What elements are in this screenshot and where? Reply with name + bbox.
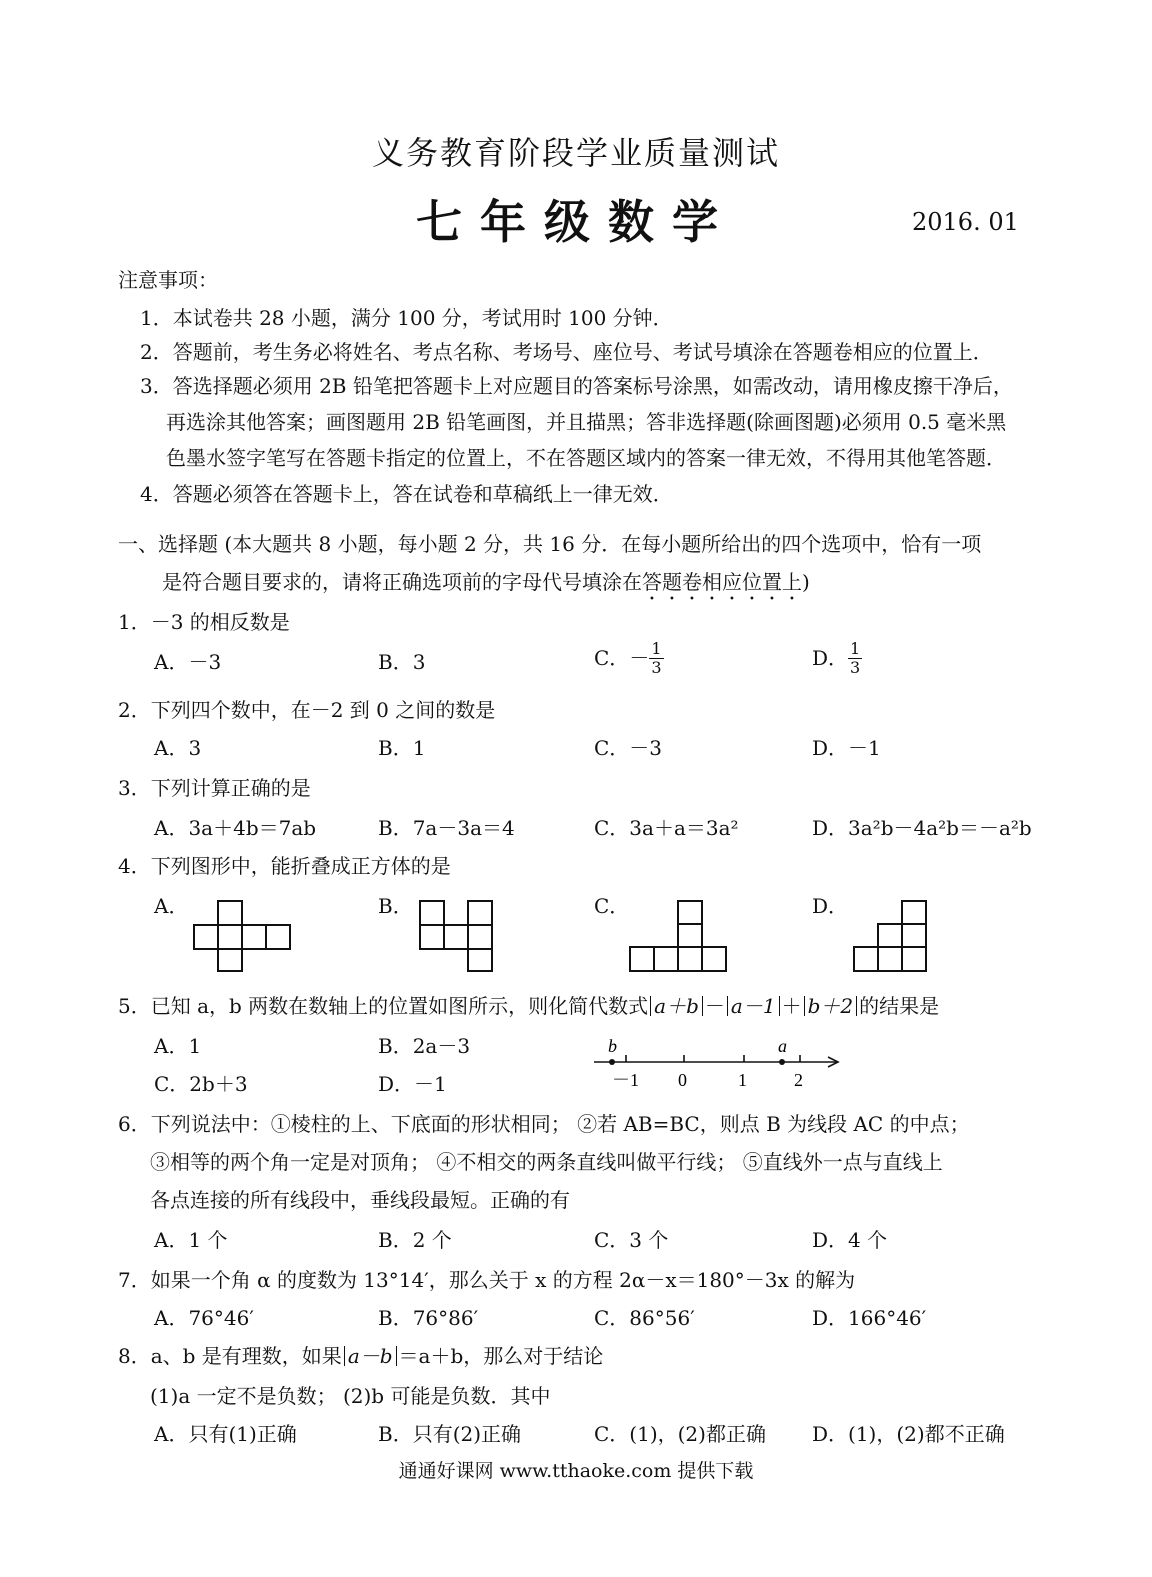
q3-option-d: D．3a²b－4a²b＝－a²b [812, 816, 1032, 840]
q1-option-c [594, 640, 664, 676]
q5-abs-1 [650, 996, 703, 1016]
q1-d-fraction [848, 640, 862, 676]
q6-stem-2: ③相等的两个角一定是对顶角； ④不相交的两条直线叫做平行线； ⑤直线外一点与直线上 [150, 1150, 943, 1174]
q5-plus: ＋ [781, 994, 802, 1018]
notice-item-1: 1．本试卷共 28 小题，满分 100 分，考试用时 100 分钟． [140, 306, 673, 330]
cube-net-d [852, 900, 928, 972]
q4-stem: 4．下列图形中，能折叠成正方体的是 [118, 854, 451, 878]
q1-d-num: 1 [850, 639, 861, 658]
notice-item-3-cont-2: 色墨水签字笔写在答题卡指定的位置上，不在答题区域内的答案一律无效，不得用其他笔答题． [166, 446, 1006, 470]
q8-option-b: B．只有(2)正确 [378, 1422, 522, 1446]
q1-c-fraction [649, 640, 663, 676]
q1-d-label: D． [812, 646, 849, 671]
exam-date: 2016. 01 [912, 208, 1019, 236]
q5-abs-3 [804, 996, 858, 1016]
q8-option-c: C．(1)，(2)都正确 [594, 1422, 766, 1446]
q5-abs-1-expr: a＋b [654, 994, 699, 1018]
point-a-label: a [778, 1036, 787, 1056]
q8-option-d: D．(1)，(2)都不正确 [812, 1422, 1005, 1446]
q8-option-a: A．只有(1)正确 [154, 1422, 297, 1446]
section-heading: 一、选择题 (本大题共 8 小题，每小题 2 分，共 16 分．在每小题所给出的四个选项中，恰有一项 [118, 532, 982, 556]
q8-abs [344, 1346, 397, 1366]
exam-title: 义务教育阶段学业质量测试 [371, 134, 780, 172]
q6-stem-1: 6．下列说法中：①棱柱的上、下底面的形状相同； ②若 AB=BC，则点 B 为线段 AC 的中点； [118, 1112, 970, 1136]
q1-option-d [812, 640, 862, 676]
notice-item-4: 4．答题必须答在答题卡上，答在试卷和草稿纸上一律无效． [140, 482, 673, 506]
q5-option-c: C．2b＋3 [154, 1072, 248, 1096]
q2-stem: 2．下列四个数中，在－2 到 0 之间的数是 [118, 698, 496, 722]
q5-stem-text: 5．已知 a，b 两数在数轴上的位置如图所示，则化简代数式 [118, 994, 649, 1018]
cube-net-c [628, 900, 728, 972]
q5-abs-2-expr: a－1 [730, 994, 776, 1018]
q4-option-d: D． [812, 894, 849, 918]
q7-stem: 7．如果一个角 α 的度数为 13°14′，那么关于 x 的方程 2α－x＝180°－3x 的解为 [118, 1268, 856, 1292]
point-a [779, 1059, 785, 1065]
q3-option-a: A．3a＋4b＝7ab [154, 816, 317, 840]
q1-option-b: B．3 [378, 650, 426, 674]
q6-option-d: D．4 个 [812, 1228, 888, 1252]
q1-d-den: 3 [850, 657, 861, 677]
section-heading-emphasis: 答题卷相应位置上 [642, 570, 802, 594]
notice-item-3: 3．答选择题必须用 2B 铅笔把答题卡上对应题目的答案标号涂黑，如需改动，请用橡皮擦干净后， [140, 374, 1013, 398]
section-heading-cont [162, 570, 810, 605]
q6-option-c: C．3 个 [594, 1228, 669, 1252]
q5-minus: － [704, 994, 725, 1018]
q4-option-b: B． [378, 894, 413, 918]
tick-label-neg1: －1 [612, 1070, 639, 1090]
footer-credit: 通通好课网 www.tthaoke.com 提供下载 [398, 1460, 754, 1482]
number-line [592, 1036, 844, 1092]
q7-option-d: D．166°46′ [812, 1306, 927, 1330]
q8-stem-text: 8．a、b 是有理数，如果 [118, 1344, 342, 1368]
q5-option-a: A．1 [154, 1034, 202, 1058]
notice-heading: 注意事项： [118, 268, 218, 292]
cube-net-a [192, 900, 292, 972]
tick-label-0: 0 [678, 1070, 687, 1090]
q7-option-b: B．76°86′ [378, 1306, 479, 1330]
q3-stem: 3．下列计算正确的是 [118, 776, 311, 800]
q2-option-c: C．－3 [594, 736, 663, 760]
point-b [609, 1059, 615, 1065]
q1-c-den: 3 [651, 657, 662, 677]
q6-stem-3: 各点连接的所有线段中，垂线段最短。正确的有 [150, 1188, 570, 1212]
q8-stem [118, 1346, 603, 1366]
tick-label-1: 1 [738, 1070, 747, 1090]
q5-stem [118, 996, 939, 1016]
q7-option-c: C．86°56′ [594, 1306, 695, 1330]
cube-net-b [418, 900, 494, 972]
q8-abs-expr: a－b [347, 1344, 393, 1368]
q5-option-b: B．2a－3 [378, 1034, 471, 1058]
exam-subtitle: 七年级数学 [416, 195, 736, 249]
q8-stem-2: (1)a 一定不是负数； (2)b 可能是负数．其中 [150, 1384, 551, 1408]
q6-option-b: B．2 个 [378, 1228, 452, 1252]
q4-option-c: C． [594, 894, 630, 918]
q3-option-b: B．7a－3a＝4 [378, 816, 515, 840]
q1-stem: 1．－3 的相反数是 [118, 610, 290, 634]
q1-c-num: 1 [651, 639, 662, 658]
section-heading-text: 是符合题目要求的，请将正确选项前的字母代号填涂在 [162, 570, 642, 594]
q5-stem-end: 的结果是 [859, 994, 940, 1018]
q2-option-b: B．1 [378, 736, 426, 760]
q8-stem-end: ＝a＋b，那么对于结论 [398, 1344, 604, 1368]
q2-option-d: D．－1 [812, 736, 881, 760]
notice-item-2: 2．答题前，考生务必将姓名、考点名称、考场号、座位号、考试号填涂在答题卷相应的位置上． [140, 340, 993, 364]
q5-abs-3-expr: b＋2 [807, 994, 854, 1018]
q5-option-d: D．－1 [378, 1072, 447, 1096]
point-b-label: b [608, 1036, 617, 1056]
section-heading-close: ) [802, 570, 810, 594]
q6-option-a: A．1 个 [154, 1228, 228, 1252]
q3-option-c: C．3a＋a＝3a² [594, 816, 739, 840]
q1-c-sign: － [629, 646, 650, 671]
q4-option-a: A． [154, 894, 189, 918]
q7-option-a: A．76°46′ [154, 1306, 254, 1330]
q1-c-label: C． [594, 646, 630, 671]
q2-option-a: A．3 [154, 736, 202, 760]
notice-item-3-cont-1: 再选涂其他答案；画图题用 2B 铅笔画图，并且描黑；答非选择题(除画图题)必须用 0.5 毫米黑 [166, 410, 1007, 434]
q1-option-a: A．－3 [154, 650, 222, 674]
q5-abs-2 [727, 996, 780, 1016]
tick-label-2: 2 [794, 1070, 803, 1090]
